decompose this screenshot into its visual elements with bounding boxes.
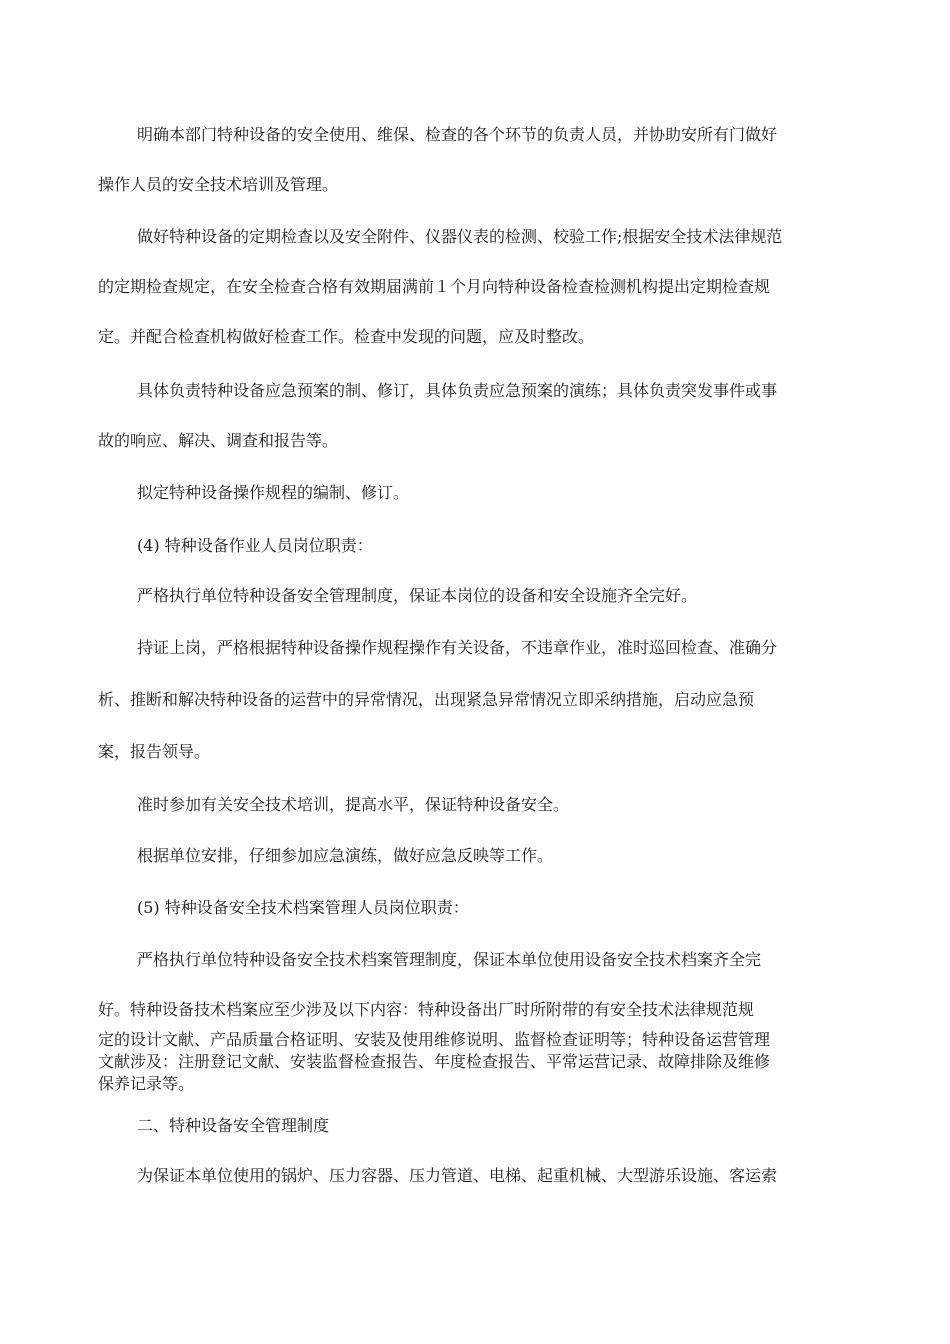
paragraph-line: 定。并配合检查机构做好检查工作。检查中发现的问题，应及时整改。 [98, 327, 595, 346]
paragraph-line: 持证上岗，严格根据特种设备操作规程操作有关设备，不违章作业，准时巡回检查、准确分 [137, 638, 778, 657]
paragraph-line: 明确本部门特种设备的安全使用、维保、检查的各个环节的负责人员，并协助安所有门做好 [137, 125, 778, 144]
paragraph-line: 严格执行单位特种设备安全技术档案管理制度，保证本单位使用设备安全技术档案齐全完 [137, 950, 762, 969]
paragraph-line: 好。特种设备技术档案应至少涉及以下内容：特种设备出厂时所附带的有安全技术法律规范规 [98, 1000, 755, 1019]
paragraph-line: 的定期检查规定，在安全检查合格有效期届满前１个月向特种设备检查检测机构提出定期检查规 [98, 277, 771, 296]
section-heading: 二、特种设备安全管理制度 [137, 1116, 330, 1135]
paragraph-line: 严格执行单位特种设备安全管理制度，保证本岗位的设备和安全设施齐全完好。 [137, 586, 698, 605]
paragraph-line: 做好特种设备的定期检查以及安全附件、仪器仪表的检测、校验工作;根据安全技术法律规范 [137, 227, 783, 246]
paragraph-line: 准时参加有关安全技术培训，提高水平，保证特种设备安全。 [137, 795, 570, 814]
paragraph-line: 拟定特种设备操作规程的编制、修订。 [137, 483, 410, 502]
paragraph-line: 保养记录等。 [98, 1074, 195, 1093]
paragraph-line: 故的响应、解决、调查和报告等。 [98, 431, 339, 450]
section-heading: (4) 特种设备作业人员岗位职责： [137, 536, 373, 555]
paragraph-line: 案，报告领导。 [98, 742, 211, 761]
paragraph-line: 为保证本单位使用的锅炉、压力容器、压力管道、电梯、起重机械、大型游乐设施、客运索 [137, 1166, 778, 1185]
paragraph-line: 具体负责特种设备应急预案的制、修订，具体负责应急预案的演练；具体负责突发事件或事 [137, 381, 778, 400]
section-heading: (5) 特种设备安全技术档案管理人员岗位职责： [137, 898, 469, 917]
paragraph-line: 析、推断和解决特种设备的运营中的异常情况，出现紧急异常情况立即采纳措施，启动应急预 [98, 690, 755, 709]
paragraph-line: 文献涉及：注册登记文献、安装监督检查报告、年度检查报告、平常运营记录、故障排除及维修 [98, 1052, 771, 1071]
paragraph-line: 根据单位安排，仔细参加应急演练，做好应急反映等工作。 [137, 846, 554, 865]
paragraph-line: 定的设计文献、产品质量合格证明、安装及使用维修说明、监督检查证明等；特种设备运营管理 [98, 1030, 771, 1049]
paragraph-line: 操作人员的安全技术培训及管理。 [98, 175, 339, 194]
